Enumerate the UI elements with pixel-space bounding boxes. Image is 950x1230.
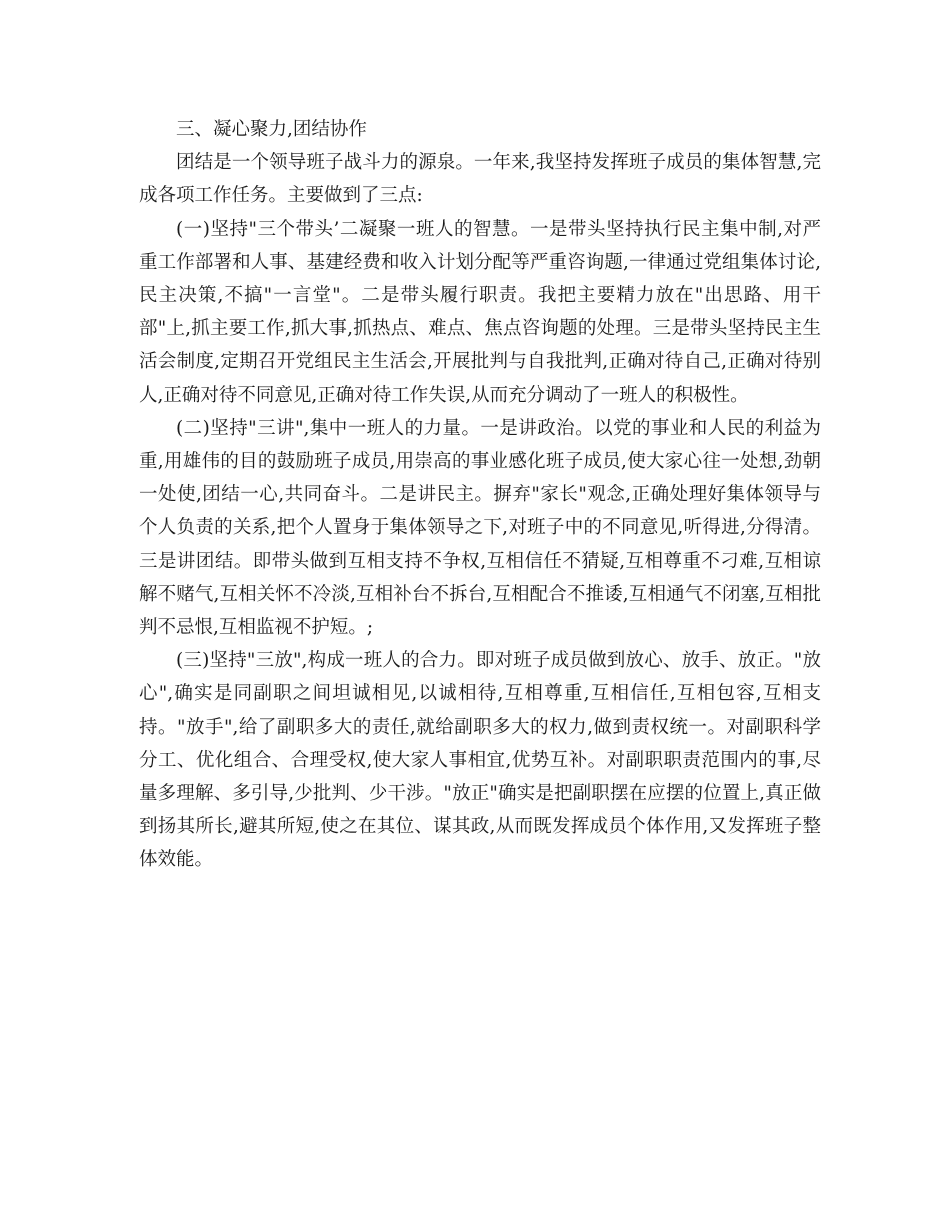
document-body <box>139 113 821 877</box>
paragraph-point-one: (一)坚持"三个带头’二凝聚一班人的智慧。一是带头坚持执行民主集中制,对严重工作部署和人事、基建经费和收入计划分配等严重咨询题,一律通过党组集体讨论,民主决策,不搞"一言堂"。二是带头履行职责。我把主要精力放在"出思路、用干部"上,抓主要工作,抓大事,抓热点、难点、焦点咨询题的处理。三是带头坚持民主生活会制度,定期召开党组民主生活会,开展批判与自我批判,正确对待自己,正确对待别人,正确对待不同意见,正确对待工作失误,从而充分调动了一班人的积极性。 <box>139 218 821 406</box>
paragraph-point-three: (三)坚持"三放",构成一班人的合力。即对班子成员做到放心、放手、放正。"放心",确实是同副职之间坦诚相见,以诚相待,互相尊重,互相信任,互相包容,互相支持。"放手",给了副职多大的责任,就给副职多大的权力,做到责权统一。对副职科学分工、优化组合、合理受权,使大家人事相宜,优势互补。对副职职责范围内的事,尽量多理解、多引导,少批判、少干涉。"放正"确实是把副职摆在应摆的位置上,真正做到扬其所长,避其所短,使之在其位、谋其政,从而既发挥成员个体作用,又发挥班子整体效能。 <box>139 650 821 871</box>
paragraph-point-two: (二)坚持"三讲",集中一班人的力量。一是讲政治。以党的事业和人民的利益为重,用雄伟的目的鼓励班子成员,用崇高的事业感化班子成员,使大家心往一处想,劲朝一处使,团结一心,共同奋斗。二是讲民主。摒弃"家长"观念,正确处理好集体领导与个人负责的关系,把个人置身于集体领导之下,对班子中的不同意见,听得进,分得清。三是讲团结。即带头做到互相支持不争权,互相信任不猜疑,互相尊重不刁难,互相谅解不赌气,互相关怀不冷淡,互相补台不拆台,互相配合不推诿,互相通气不闭塞,互相批判不忌恨,互相监视不护短。; <box>139 417 821 639</box>
paragraph-intro: 团结是一个领导班子战斗力的源泉。一年来,我坚持发挥班子成员的集体智慧,完成各项工作任务。主要做到了三点: <box>139 152 821 207</box>
section-heading: 三、凝心聚力,团结协作 <box>176 119 367 140</box>
